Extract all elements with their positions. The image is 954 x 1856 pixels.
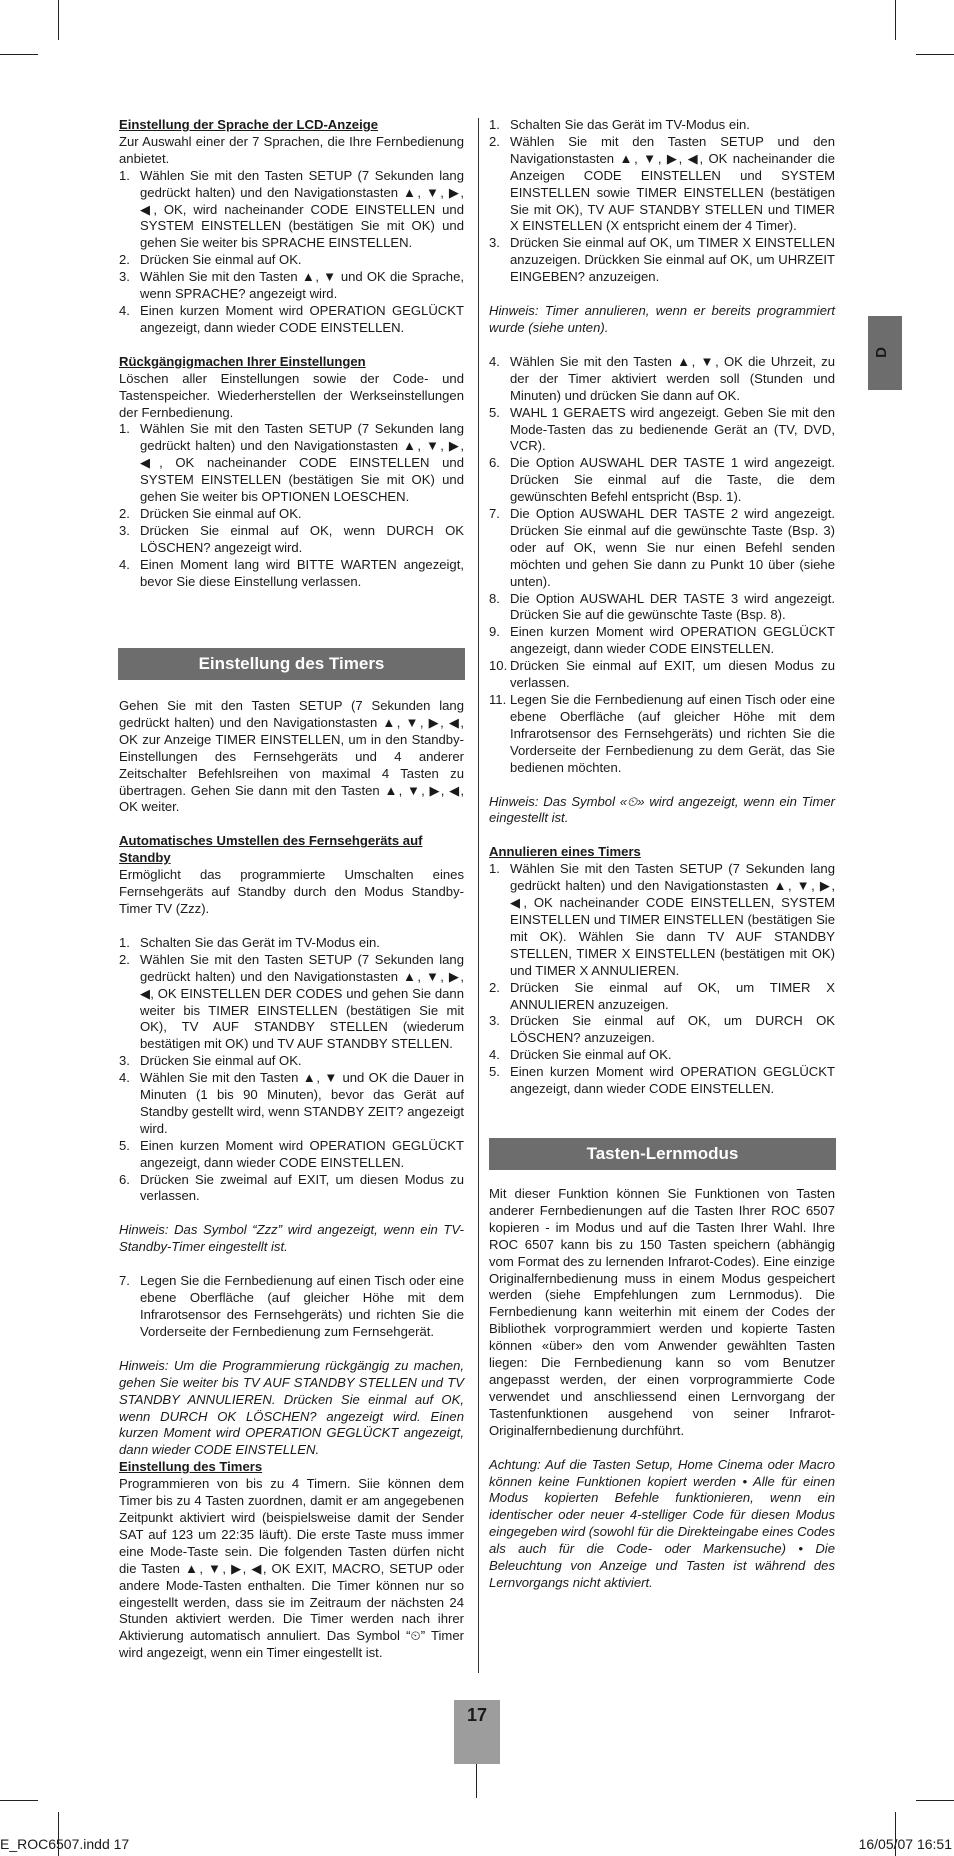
crop-mark <box>916 54 954 55</box>
warning-note: Achtung: Auf die Tasten Setup, Home Cinema oder Macro können keine Funktionen kopiert werden • Alle für einen Modus kopierten Befehle funktionieren, wenn ein identischer oder neuer 4-stelliger Code für diesen Modus eingegeben wird (sowohl für die Direkteingabe eines Codes als auch für die Code- oder Markensuche) • Die Beleuchtung von Anzeige und Tasten ist während des Lernvorgangs nicht aktiviert. <box>489 1456 835 1590</box>
list-item: 3. Wählen Sie mit den Tasten ▲, ▼ und OK die Sprache, wenn SPRACHE? angezeigt wird. <box>119 269 464 302</box>
page-number: 17 <box>454 1700 500 1764</box>
list-item: 2. Drücken Sie einmal auf OK, um TIMER X ANNULIEREN anzuzeigen. <box>489 979 835 1012</box>
list-item: 4. Einen kurzen Moment wird OPERATION GEGLÜCKT angezeigt, dann wieder CODE EINSTELLEN. <box>119 302 464 335</box>
list-item: 4. Drücken Sie einmal auf OK. <box>489 1047 672 1063</box>
list-item: 1. Wählen Sie mit den Tasten SETUP (7 Sekunden lang gedrückt halten) und den Navigationstasten ▲, ▼, ▶, ◀, OK, wird nacheinander CODE EINSTELLEN und SYSTEM EINSTELLEN (bestätigen Sie mit OK) und gehen Sie weiter bis SPRACHE EINSTELLEN. <box>119 167 464 251</box>
crop-mark <box>916 1800 954 1801</box>
left-column <box>119 117 464 590</box>
hint-note: Hinweis: Das Symbol “Zzz” wird angezeigt, wenn ein TV-Standby-Timer eingestellt ist. <box>119 1222 464 1255</box>
section-bar-learn: Tasten-Lernmodus <box>489 1138 836 1170</box>
list-item: 2. Wählen Sie mit den Tasten SETUP (7 Sekunden lang gedrückt halten) und den Navigationstasten ▲, ▼, ▶, ◀, OK EINSTELLEN DER CODES und gehen Sie dann weiter bis TIMER EINSTELLEN (bestätigen Sie mit OK), TV AUF STANDBY STELLEN (wiederum bestätigen mit OK) und TV AUF STANDBY STELLEN. <box>119 951 464 1052</box>
crop-mark <box>895 0 896 40</box>
paragraph: Gehen Sie mit den Tasten SETUP (7 Sekunden lang gedrückt halten) und den Navigationstasten ▲, ▼, ▶, ◀, OK zur Anzeige TIMER EINSTELLEN, um in den Standby-Einstellungen des Fernsehgeräts und 4 anderer Zeitschalter Befehlsreihen von maximal 4 Tasten zu übertragen. Gehen Sie dann mit den Tasten ▲, ▼, ▶, ◀, OK weiter. <box>119 698 464 815</box>
section-heading: Rückgängigmachen Ihrer Einstellungen <box>119 353 366 369</box>
section-heading: Einstellung der Sprache der LCD-Anzeige <box>119 117 379 132</box>
paragraph: Mit dieser Funktion können Sie Funktionen von Tasten anderer Fernbedienungen auf die Tasten Ihrer ROC 6507 kopieren - im Modus und auf die Tasten Ihrer Wahl. Ihre ROC 6507 kann bis zu 150 Tasten speichern (abhängig vom Format des zu lernenden Infrarot-Codes). Eine einzige Originalfernbedienung muss in einem Modus gespeichert werden (siehe Empfehlungen zum Lernmodus). Die Fernbedienung kann weiterhin mit einem der Codes der Bibliothek vorprogrammiert werden und kopierte Tasten können «über» den vom Anwender gewählten Tasten liegen: Die Fernbedienung kann so vom Benutzer angepasst werden, der einen vorprogrammierte Code verwendet und anschliessend einen Lernvorgang der Tastenfunktionen ausgehend von seiner Infrarot-Originalfernbedienung durchführt. <box>489 1186 835 1438</box>
crop-mark <box>0 1800 38 1801</box>
language-tab: D <box>868 316 902 390</box>
footer-date: 16/05/07 16:51 <box>858 1836 952 1852</box>
list-item: 9. Einen kurzen Moment wird OPERATION GEGLÜCKT angezeigt, dann wieder CODE EINSTELLEN. <box>489 624 835 657</box>
list-item: 11. Legen Sie die Fernbedienung auf einen Tisch oder eine ebene Oberfläche (auf gleicher Höhe mit dem Infrarotsensor des Fernsehgeräts) und richten Sie die Vorderseite der Fernbedienung zu dem Gerät, das Sie bedienen möchten. <box>489 692 835 775</box>
paragraph: Zur Auswahl einer der 7 Sprachen, die Ihre Fernbedienung anbietet. <box>119 133 464 166</box>
numbered-list <box>119 421 464 590</box>
section-heading: Annulieren eines Timers <box>489 844 641 860</box>
right-column-lower <box>489 1186 835 1592</box>
hint-note: Hinweis: Timer annulieren, wenn er bereits programmiert wurde (siehe unten). <box>489 303 835 335</box>
crop-mark <box>58 0 59 40</box>
list-item: 3. Drücken Sie einmal auf OK, um TIMER X EINSTELLEN anzuzeigen. Drückken Sie einmal auf OK, um UHRZEIT EINGEBEN? anzuzeigen. <box>489 235 835 285</box>
list-item: 3. Drücken Sie einmal auf OK. <box>119 1053 302 1069</box>
hint-note: Hinweis: Um die Programmierung rückgängig zu machen, gehen Sie weiter bis TV AUF STANDBY STELLEN und TV STANDBY ANNULIEREN. Drücken Sie einmal auf OK, wenn DURCH OK LÖSCHEN? angezeigt wird. Einen kurzen Moment wird OPERATION GEGLÜCKT angezeigt, dann wieder CODE EINSTELLEN. <box>119 1357 464 1458</box>
hint-note: Hinweis: Das Symbol «⏲» wird angezeigt, wenn ein Timer eingestellt ist. <box>489 793 835 826</box>
numbered-list <box>119 168 464 337</box>
column-divider <box>478 118 479 1673</box>
numbered-list <box>489 861 835 1098</box>
crop-mark <box>0 54 38 55</box>
list-item: 4. Wählen Sie mit den Tasten ▲, ▼, OK die Uhrzeit, zu der der Timer aktiviert werden soll (Stunden und Minuten) und drücken Sie dann auf OK. <box>489 353 835 403</box>
section-heading: Automatisches Umstellen des Fernsehgeräts auf Standby <box>119 833 423 866</box>
list-item: 4. Einen Moment lang wird BITTE WARTEN angezeigt, bevor Sie diese Einstellung verlassen. <box>119 556 464 589</box>
numbered-list <box>489 117 835 286</box>
list-item: 5. Einen kurzen Moment wird OPERATION GEGLÜCKT angezeigt, dann wieder CODE EINSTELLEN. <box>119 1137 464 1170</box>
footer-file: E_ROC6507.indd 17 <box>0 1836 130 1852</box>
list-item: 5. Einen kurzen Moment wird OPERATION GEGLÜCKT angezeigt, dann wieder CODE EINSTELLEN. <box>489 1064 835 1097</box>
list-item: 3. Drücken Sie einmal auf OK, um DURCH OK LÖSCHEN? anzuzeigen. <box>489 1013 835 1046</box>
list-item: 7. Die Option AUSWAHL DER TASTE 2 wird angezeigt. Drücken Sie einmal auf die gewünschte Taste (Bsp. 3) oder auf OK, wenn Sie nur einen Befehl senden möchten und gehen Sie dann zu Punkt 10 über (siehe unten). <box>489 506 835 589</box>
list-item: 2. Wählen Sie mit den Tasten SETUP und den Navigationstasten ▲, ▼, ▶, ◀, OK nacheinander die Anzeigen CODE EINSTELLEN und SYSTEM EINSTELLEN sowie TIMER EINSTELLEN (bestätigen Sie mit OK), TV AUF STANDBY STELLEN und TIMER X EINSTELLEN (X entspricht einem der 4 Timer). <box>489 133 835 234</box>
list-item: 4. Wählen Sie mit den Tasten ▲, ▼ und OK die Dauer in Minuten (1 bis 90 Minuten), bevor das Gerät auf Standby gestellt wird, wenn STANDBY ZEIT? angezeigt wird. <box>119 1070 464 1136</box>
numbered-list <box>119 1273 464 1341</box>
list-item: 7. Legen Sie die Fernbedienung auf einen Tisch oder eine ebene Oberfläche (auf gleicher Höhe mit dem Infrarotsensor des Fernsehgeräts) und richten Sie die Vorderseite der Fernbedienung zum Fernsehgerät. <box>119 1273 464 1339</box>
section-bar-timer: Einstellung des Timers <box>118 648 465 680</box>
numbered-list <box>489 354 835 777</box>
right-column <box>489 117 835 1098</box>
paragraph: Löschen aller Einstellungen sowie der Code- und Tastenspeicher. Wiederherstellen der Werkseinstellungen der Fernbedienung. <box>119 370 464 420</box>
list-item: 6. Drücken Sie zweimal auf EXIT, um diesen Modus zu verlassen. <box>119 1171 464 1204</box>
list-item: 6. Die Option AUSWAHL DER TASTE 1 wird angezeigt. Drücken Sie einmal auf die Taste, die dem gewünschten Befehl entspricht (Bsp. 1). <box>489 455 835 505</box>
paragraph: Programmieren von bis zu 4 Timern. Siie können dem Timer bis zu 4 Tasten zuordnen, damit er am angegebenen Zeitpunkt aktiviert wird (beispielsweise damit der Sender SAT auf 123 um 22:35 läuft). Die erste Taste muss immer eine Mode-Taste sein. Die folgenden Tasten dürfen nicht die Tasten ▲, ▼, ▶, ◀, OK EXIT, MACRO, SETUP oder andere Mode-Tasten enthalten. Die Timer können nur so eingestellt werden, dass sie im Zeitraum der nächsten 24 Stunden aktiviert werden. Die Timer werden nach ihrer Aktivierung automatisch annuliert. Das Symbol “⏲” Timer wird angezeigt, wenn ein Timer eingestellt ist. <box>119 1476 464 1661</box>
list-item: 1. Wählen Sie mit den Tasten SETUP (7 Sekunden lang gedrückt halten) und den Navigationstasten ▲, ▼, ▶, ◀, OK nacheinander CODE EINSTELLEN und SYSTEM EINSTELLEN (bestätigen Sie mit OK) und gehen Sie weiter bis OPTIONEN LOESCHEN. <box>119 421 464 505</box>
list-item: 8. Die Option AUSWAHL DER TASTE 3 wird angezeigt. Drücken Sie auf die gewünschte Taste (Bsp. 8). <box>489 590 835 623</box>
list-item: 1. Schalten Sie das Gerät im TV-Modus ein. <box>119 934 380 950</box>
list-item: 1. Wählen Sie mit den Tasten SETUP (7 Sekunden lang gedrückt halten) und den Navigationstasten ▲, ▼, ▶, ◀, OK nacheinander CODE EINSTELLEN, SYSTEM EINSTELLEN und TIMER EINSTELLEN (bestätigen Sie mit OK). Wählen Sie dann TV AUF STANDBY STELLEN, TIMER X EINSTELLEN (bestätigen mit OK) und TIMER X ANNULIEREN. <box>489 861 835 978</box>
paragraph: Ermöglicht das programmierte Umschalten eines Fernsehgeräts auf Standby durch den Modus Standby-Timer TV (Zzz). <box>119 867 464 916</box>
section-heading: Einstellung des Timers <box>119 1459 263 1475</box>
left-column-lower <box>119 698 464 1662</box>
numbered-list <box>119 935 464 1206</box>
list-item: 2. Drücken Sie einmal auf OK. <box>119 252 302 268</box>
list-item: 2. Drücken Sie einmal auf OK. <box>119 505 302 521</box>
list-item: 1. Schalten Sie das Gerät im TV-Modus ein. <box>489 117 750 132</box>
list-item: 5. WAHL 1 GERAETS wird angezeigt. Geben Sie mit den Mode-Tasten das zu bedienende Gerät an (TV, DVD, VCR). <box>489 404 835 454</box>
list-item: 3. Drücken Sie einmal auf OK, wenn DURCH OK LÖSCHEN? angezeigt wird. <box>119 522 464 555</box>
list-item: 10. Drücken Sie einmal auf EXIT, um diesen Modus zu verlassen. <box>489 658 835 691</box>
